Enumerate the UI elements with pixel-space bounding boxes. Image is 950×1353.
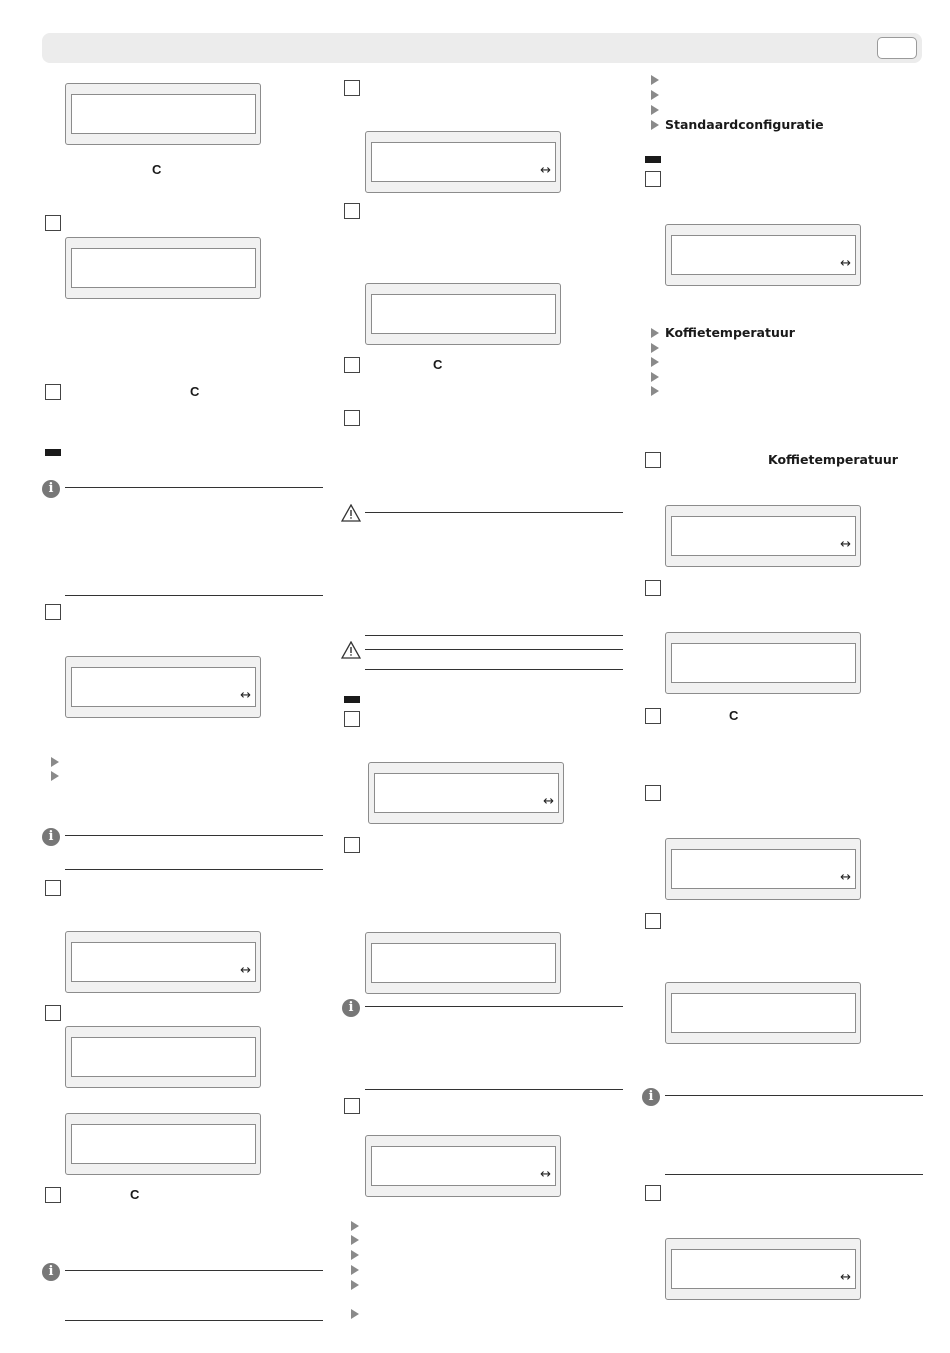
step-checkbox [45, 215, 61, 231]
step-checkbox [344, 711, 360, 727]
bullet-triangle-icon [51, 771, 59, 781]
info-icon: i [342, 999, 360, 1017]
warning-top-rule [365, 649, 623, 650]
left-right-arrows-icon: ↔ [840, 537, 851, 552]
bullet-triangle-icon [651, 90, 659, 100]
lcd-display [365, 131, 561, 193]
step-checkbox [344, 1098, 360, 1114]
step-checkbox [45, 1187, 61, 1203]
bullet-triangle-icon [351, 1265, 359, 1275]
menu-item-koffietemperatuur: Koffietemperatuur [665, 325, 795, 340]
step-checkbox [344, 410, 360, 426]
lcd-display [365, 932, 561, 994]
warning-bottom-rule [365, 669, 623, 670]
bullet-triangle-icon [351, 1250, 359, 1260]
step-checkbox [645, 1185, 661, 1201]
c-key-label: C [152, 162, 162, 177]
info-icon: i [42, 480, 60, 498]
note-bottom-rule [65, 1320, 323, 1321]
left-right-arrows-icon: ↔ [543, 794, 554, 809]
left-right-arrows-icon: ↔ [540, 1167, 551, 1182]
info-icon: i [642, 1088, 660, 1106]
left-right-arrows-icon: ↔ [840, 870, 851, 885]
c-key-label: C [190, 384, 200, 399]
left-right-arrows-icon: ↔ [240, 688, 251, 703]
step-checkbox [45, 384, 61, 400]
language-tab [877, 37, 917, 59]
step-checkbox [645, 708, 661, 724]
info-icon: i [42, 1263, 60, 1281]
lcd-display [365, 1135, 561, 1197]
c-key-label: C [130, 1187, 140, 1202]
step-checkbox [645, 913, 661, 929]
section-marker [645, 156, 661, 163]
bullet-triangle-icon [651, 328, 659, 338]
menu-item-standaardconfiguratie: Standaardconfiguratie [665, 117, 824, 132]
bullet-triangle-icon [351, 1280, 359, 1290]
warning-icon [341, 504, 361, 522]
bullet-triangle-icon [651, 75, 659, 85]
note-bottom-rule [665, 1174, 923, 1175]
lcd-display [65, 656, 261, 718]
lcd-display [665, 1238, 861, 1300]
left-right-arrows-icon: ↔ [840, 256, 851, 271]
lcd-display [368, 762, 564, 824]
step-checkbox [645, 171, 661, 187]
note-top-rule [365, 1006, 623, 1007]
lcd-display [665, 982, 861, 1044]
lcd-display [65, 1026, 261, 1088]
note-top-rule [65, 835, 323, 836]
lcd-display [665, 505, 861, 567]
info-icon: i [42, 828, 60, 846]
bullet-triangle-icon [651, 386, 659, 396]
note-bottom-rule [365, 1089, 623, 1090]
step-checkbox [344, 837, 360, 853]
bullet-triangle-icon [651, 120, 659, 130]
koffietemperatuur-label: Koffietemperatuur [768, 452, 898, 467]
note-bottom-rule [65, 869, 323, 870]
step-checkbox [645, 580, 661, 596]
section-marker [45, 449, 61, 456]
lcd-display [665, 224, 861, 286]
note-bottom-rule [65, 595, 323, 596]
bullet-triangle-icon [651, 357, 659, 367]
lcd-display [365, 283, 561, 345]
step-checkbox [344, 357, 360, 373]
bullet-triangle-icon [651, 372, 659, 382]
lcd-display [665, 632, 861, 694]
step-checkbox [645, 785, 661, 801]
note-top-rule [665, 1095, 923, 1096]
step-checkbox [45, 1005, 61, 1021]
section-marker [344, 696, 360, 703]
bullet-triangle-icon [351, 1309, 359, 1319]
c-key-label: C [729, 708, 739, 723]
bullet-triangle-icon [351, 1221, 359, 1231]
left-right-arrows-icon: ↔ [840, 1270, 851, 1285]
lcd-display [65, 1113, 261, 1175]
step-checkbox [344, 80, 360, 96]
page-header-bar [42, 33, 922, 63]
step-checkbox [45, 880, 61, 896]
bullet-triangle-icon [651, 105, 659, 115]
lcd-display [65, 83, 261, 145]
note-top-rule [65, 1270, 323, 1271]
step-checkbox [45, 604, 61, 620]
lcd-display [665, 838, 861, 900]
bullet-triangle-icon [51, 757, 59, 767]
bullet-triangle-icon [651, 343, 659, 353]
lcd-display [65, 931, 261, 993]
bullet-triangle-icon [351, 1235, 359, 1245]
warning-bottom-rule [365, 635, 623, 636]
warning-top-rule [365, 512, 623, 513]
lcd-display [65, 237, 261, 299]
note-top-rule [65, 487, 323, 488]
c-key-label: C [433, 357, 443, 372]
left-right-arrows-icon: ↔ [540, 163, 551, 178]
step-checkbox [344, 203, 360, 219]
warning-icon [341, 641, 361, 659]
step-checkbox [645, 452, 661, 468]
left-right-arrows-icon: ↔ [240, 963, 251, 978]
